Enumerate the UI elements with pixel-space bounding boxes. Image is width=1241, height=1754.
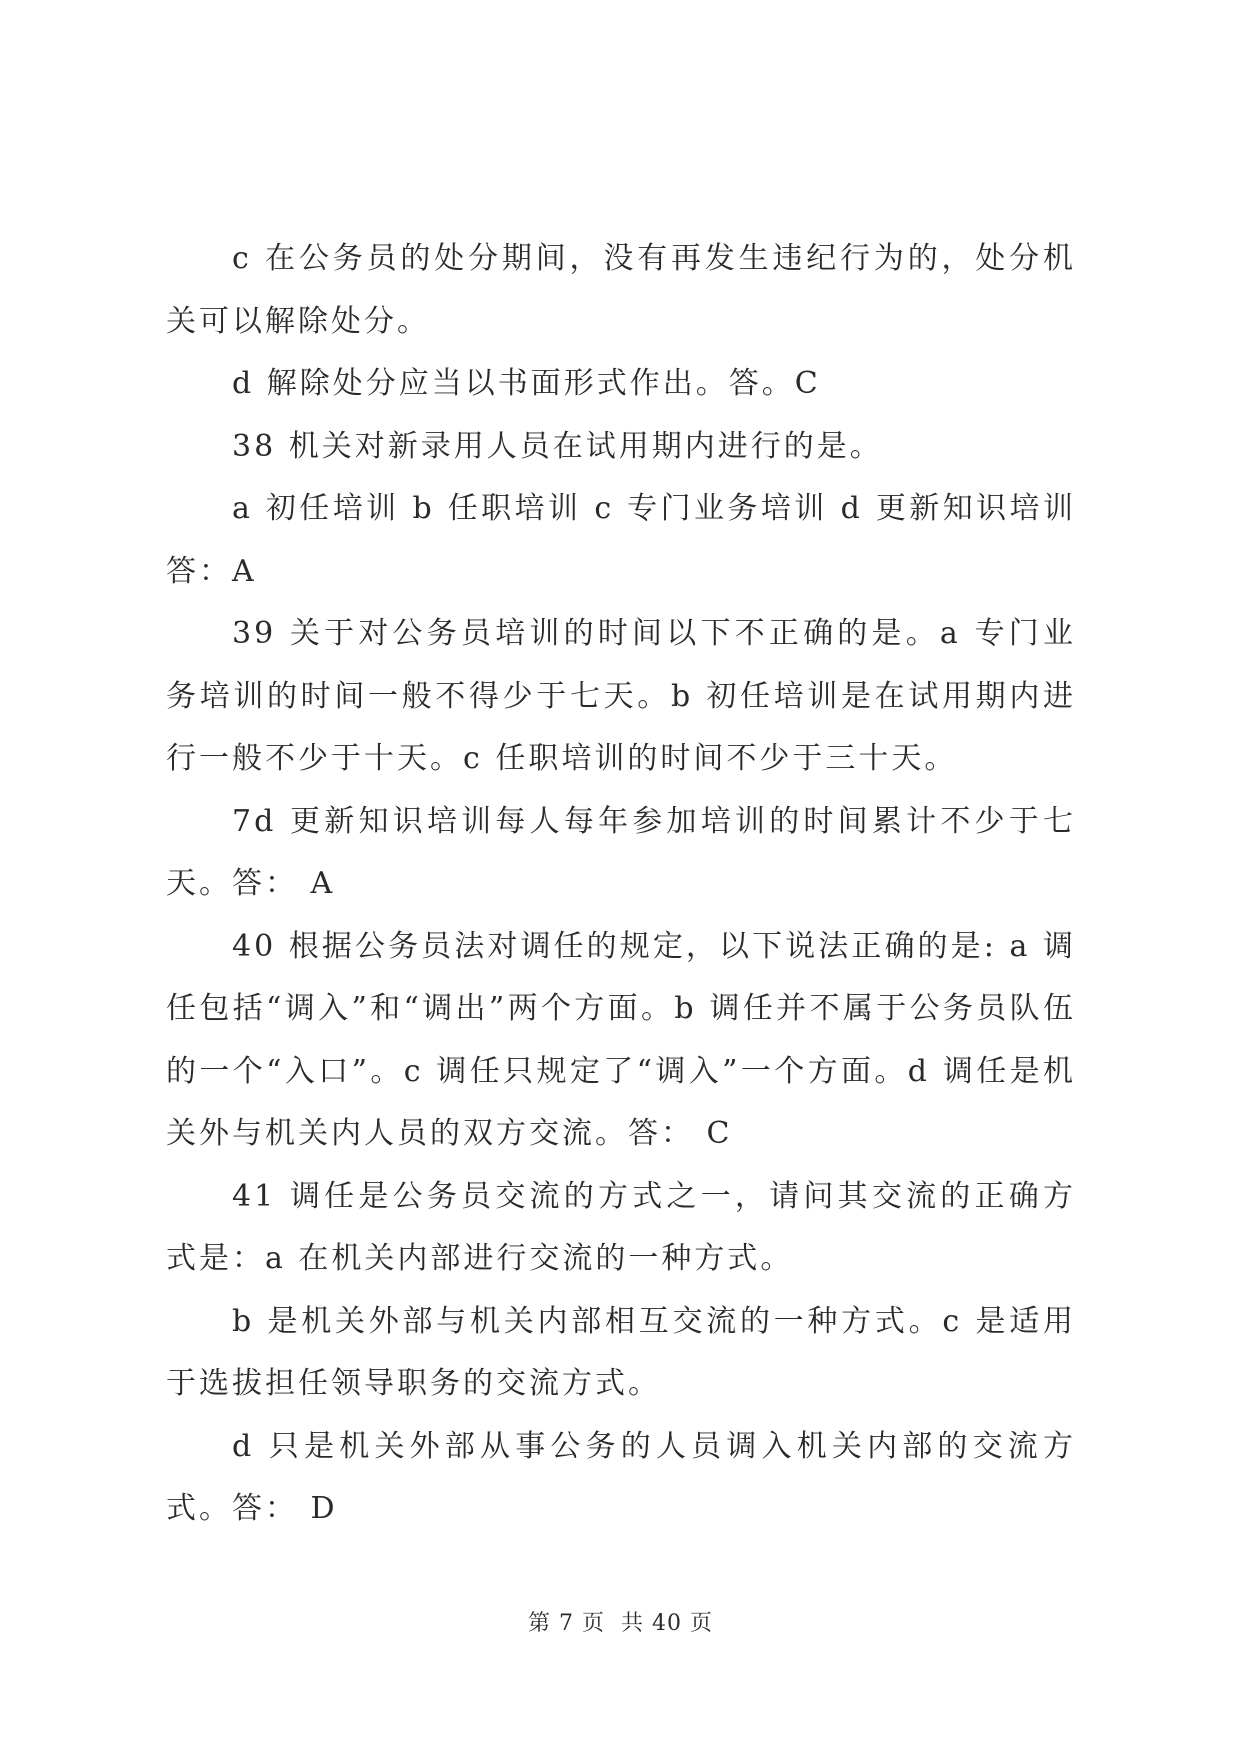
paragraph: d 解除处分应当以书面形式作出。答。C <box>232 366 821 401</box>
paragraph: 40 根据公务员法对调任的规定，以下说法正确的是: a 调任包括“调入”和“调出”两个方面。b 调任并不属于公务员队伍的一个“入口”。c 调任只规定了“调入”一个方面。d 调任是机关外与机关内人员的双方交流。答： C <box>166 928 1076 1151</box>
paragraph: c 在公务员的处分期间，没有再发生违纪行为的，处分机关可以解除处分。 <box>166 241 1076 339</box>
page-number: 第 7 页 <box>528 1611 605 1636</box>
paragraph: 38 机关对新录用人员在试用期内进行的是。 <box>232 428 883 464</box>
paragraph: d 只是机关外部从事公务的人员调入机关内部的交流方式。答： D <box>166 1428 1076 1526</box>
paragraph: a 初任培训 b 任职培训 c 专门业务培训 d 更新知识培训答：A <box>166 491 1076 589</box>
document-body <box>166 228 1076 1541</box>
paragraph: 7d 更新知识培训每人每年参加培训的时间累计不少于七天。答： A <box>166 803 1076 901</box>
paragraph: 39 关于对公务员培训的时间以下不正确的是。a 专门业务培训的时间一般不得少于七天。b 初任培训是在试用期内进行一般不少于十天。c 任职培训的时间不少于三十天。 <box>166 616 1076 776</box>
page-total: 共 40 页 <box>621 1611 713 1636</box>
paragraph: 41 调任是公务员交流的方式之一，请问其交流的正确方式是：a 在机关内部进行交流的一种方式。 <box>166 1178 1076 1276</box>
page-footer <box>0 1606 1241 1637</box>
paragraph: b 是机关外部与机关内部相互交流的一种方式。c 是适用于选拔担任领导职务的交流方式。 <box>166 1303 1076 1401</box>
